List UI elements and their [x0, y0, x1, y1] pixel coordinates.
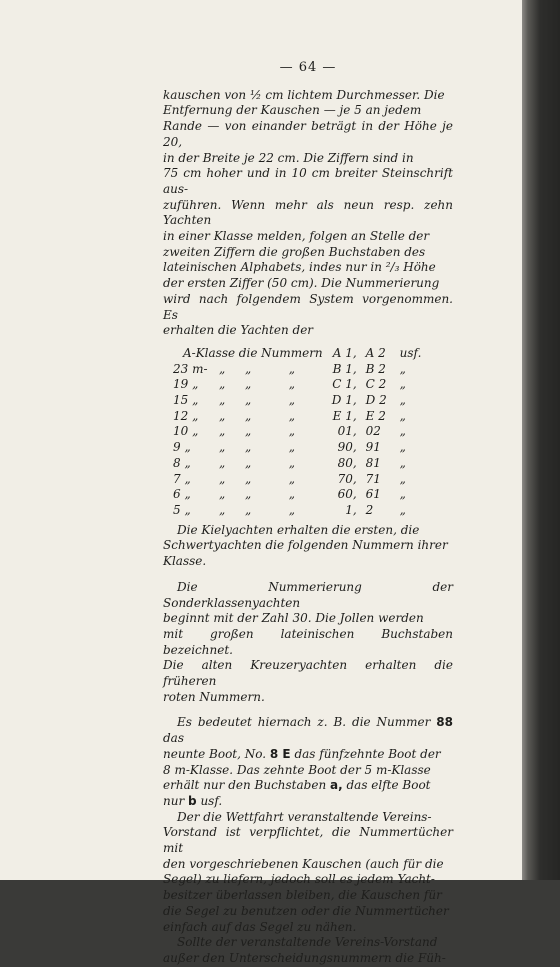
ditto-cell: „	[245, 377, 252, 392]
ditto-cell: „	[245, 424, 252, 439]
text-line: roten Nummern.	[163, 689, 265, 704]
text-line: Die Kielyachten erhalten die ersten, die	[177, 522, 420, 537]
klasse-cell: 6 „	[173, 487, 191, 502]
text-line: außer den Unterscheidungsnummern die Füh-	[163, 950, 446, 965]
number-cell: B 1,	[332, 361, 357, 376]
number-cell: 61	[365, 487, 381, 502]
text-line: in einer Klasse melden, folgen an Stelle der	[163, 229, 430, 244]
ditto-cell: „	[218, 487, 226, 502]
table-row	[163, 424, 453, 440]
text-span: das elfte Boot	[346, 778, 431, 793]
ditto-cell: „	[399, 502, 406, 517]
klasse-cell: 12 „	[173, 408, 199, 423]
text-line: kauschen von ½ cm lichtem Durchmesser. Die	[163, 87, 445, 102]
text-line: Segel) zu liefern, jedoch soll es jedem Yacht-	[163, 872, 435, 887]
klasse-cell: 19 „	[173, 377, 199, 392]
ditto-cell: „	[218, 502, 226, 517]
page-edge-shadow	[522, 0, 560, 880]
ditto-cell: „	[245, 502, 252, 517]
paragraph-kielyachten	[163, 523, 453, 570]
klasse-cell: 23 m-	[173, 361, 208, 376]
table-row	[163, 393, 453, 409]
text-line	[163, 715, 453, 746]
paragraph-beispiel	[163, 715, 453, 809]
text-span: das	[163, 731, 184, 746]
ditto-cell: „	[288, 361, 295, 376]
text-line: in der Breite je 22 cm. Die Ziffern sind in	[163, 150, 414, 165]
text-line: Der die Wettfahrt veranstaltende Vereins-	[177, 809, 432, 824]
table-header-row	[163, 346, 453, 362]
number-cell: 80,	[337, 455, 357, 470]
text-line: Die alten Kreuzeryachten erhalten die früheren	[163, 658, 453, 689]
number-cell: 71	[365, 471, 381, 486]
ditto-cell: „	[218, 440, 226, 455]
ditto-cell: „	[288, 377, 295, 392]
text-line: Die Nummerierung der Sonderklassenyachten	[163, 579, 453, 610]
text-span: das fünfzehnte Boot der	[294, 746, 441, 761]
ditto-cell: „	[288, 393, 295, 408]
klasse-cell: 5 „	[173, 502, 191, 517]
text-line: Rande — von einander beträgt in der Höhe je 20,	[163, 119, 453, 149]
klasse-cell: 8 „	[173, 455, 191, 470]
number-cell: 2	[365, 502, 374, 517]
ditto-cell: „	[218, 424, 226, 439]
ditto-cell: „	[218, 377, 226, 392]
text-line	[163, 747, 453, 763]
table-row	[163, 362, 453, 378]
paragraph-kauschen	[163, 88, 453, 339]
text-line: wird nach folgendem System vorgenommen. Es	[163, 291, 453, 322]
ditto-cell: „	[218, 393, 226, 408]
ditto-cell: „	[399, 408, 406, 423]
numbering-table	[163, 346, 453, 519]
text-line	[163, 794, 453, 810]
text-line: 8 m-Klasse. Das zehnte Boot der 5 m-Klasse	[163, 762, 431, 777]
ditto-cell: „	[288, 408, 295, 423]
text-line: mit großen lateinischen Buchstaben bezeichnet.	[163, 626, 453, 657]
text-line: beginnt mit der Zahl 30. Die Jollen werden	[163, 611, 424, 626]
text-line: den vorgeschriebenen Kauschen (auch für die	[163, 856, 444, 871]
word-cell: die	[238, 345, 258, 360]
ditto-cell: „	[218, 408, 226, 423]
text-line: Schwertyachten die folgenden Nummern ihrer	[163, 538, 448, 553]
number-cell: D 1,	[331, 393, 357, 408]
page-text	[163, 60, 453, 967]
text-line: besitzer überlassen bleiben, die Kauschen für	[163, 888, 442, 903]
ditto-cell: „	[399, 424, 406, 439]
ditto-cell: „	[288, 455, 295, 470]
ditto-cell: „	[399, 377, 406, 392]
number-cell: 02	[365, 424, 381, 439]
ditto-cell: „	[399, 361, 406, 376]
number-cell: E 1,	[332, 408, 357, 423]
ditto-cell: „	[399, 487, 406, 502]
klasse-cell: A-Klasse	[183, 345, 236, 360]
text-line: der ersten Ziffer (50 cm). Die Nummerierung	[163, 276, 440, 291]
ditto-cell: „	[288, 424, 295, 439]
table-row	[163, 377, 453, 393]
ditto-cell: „	[399, 471, 406, 486]
text-line	[163, 778, 453, 794]
ditto-cell: „	[288, 471, 295, 486]
klasse-cell: 15 „	[173, 393, 199, 408]
text-line: Sollte der veranstaltende Vereins-Vorstand	[177, 935, 438, 950]
ditto-cell: „	[245, 361, 252, 376]
ditto-cell: „	[245, 471, 252, 486]
table-row	[163, 472, 453, 488]
ditto-cell: „	[245, 408, 252, 423]
ditto-cell: „	[218, 361, 226, 376]
ditto-cell: „	[288, 440, 295, 455]
bold-letter: a,	[330, 778, 343, 793]
number-cell: B 2	[365, 361, 386, 376]
ditto-cell: „	[218, 471, 226, 486]
number-cell: 1,	[345, 502, 357, 517]
klasse-cell: 9 „	[173, 440, 191, 455]
table-row	[163, 487, 453, 503]
text-line: lateinischen Alphabets, indes nur in ²/₃ Höhe	[163, 260, 436, 275]
ditto-cell: „	[245, 440, 252, 455]
table-row	[163, 440, 453, 456]
text-line: zweiten Ziffern die großen Buchstaben des	[163, 244, 426, 259]
usf-cell: usf.	[399, 345, 422, 360]
number-cell: 01,	[337, 424, 357, 439]
ditto-cell: „	[245, 487, 252, 502]
text-line: die Segel zu benutzen oder die Nummertücher	[163, 903, 449, 918]
number-cell: C 2	[365, 377, 387, 392]
number-cell: A 1,	[332, 345, 357, 360]
ditto-cell: „	[245, 393, 252, 408]
text-span: neunte Boot, No.	[163, 746, 267, 761]
klasse-cell: 10 „	[173, 424, 199, 439]
ditto-cell: „	[288, 502, 295, 517]
page-number: — 64 —	[279, 60, 337, 75]
table-row	[163, 409, 453, 425]
klasse-cell: 7 „	[173, 471, 191, 486]
number-cell: 70,	[337, 471, 357, 486]
table-row	[163, 503, 453, 519]
number-cell: A 2	[365, 345, 386, 360]
paragraph-sonderklassen	[163, 580, 453, 706]
number-cell: 90,	[337, 440, 357, 455]
bold-number: 88	[436, 715, 453, 730]
number-cell: C 1,	[332, 377, 357, 392]
text-line: erhalten die Yachten der	[163, 323, 314, 338]
ditto-cell: „	[245, 455, 252, 470]
word-cell: Nummern	[261, 345, 323, 360]
text-span: usf.	[200, 793, 223, 808]
number-cell: D 2	[365, 393, 387, 408]
bold-number: 8 E	[269, 746, 291, 761]
number-cell: E 2	[365, 408, 386, 423]
text-line: Klasse.	[163, 554, 207, 569]
number-cell: 60,	[337, 487, 357, 502]
number-cell: 81	[365, 455, 381, 470]
paragraph-vereinsvorstand	[163, 810, 453, 936]
text-line: Entfernung der Kauschen — je 5 an jedem	[163, 103, 422, 118]
ditto-cell: „	[288, 487, 295, 502]
ditto-cell: „	[399, 440, 406, 455]
ditto-cell: „	[399, 455, 406, 470]
text-line: einfach auf das Segel zu nähen.	[163, 919, 357, 934]
text-span: erhält nur den Buchstaben	[163, 778, 327, 793]
bold-letter: b	[188, 793, 197, 808]
text-span: nur	[163, 793, 185, 808]
ditto-cell: „	[399, 393, 406, 408]
paragraph-sollte	[163, 935, 453, 966]
text-line: Vorstand ist verpflichtet, die Nummertücher mit	[163, 825, 453, 856]
ditto-cell: „	[218, 455, 226, 470]
text-span: Es bedeutet hiernach z. B. die Nummer	[177, 715, 431, 730]
text-line: 75 cm hoher und in 10 cm breiter Steinschrift aus-	[163, 166, 453, 196]
text-line: zuführen. Wenn mehr als neun resp. zehn Yachten	[163, 197, 453, 228]
table-row	[163, 456, 453, 472]
number-cell: 91	[365, 440, 381, 455]
